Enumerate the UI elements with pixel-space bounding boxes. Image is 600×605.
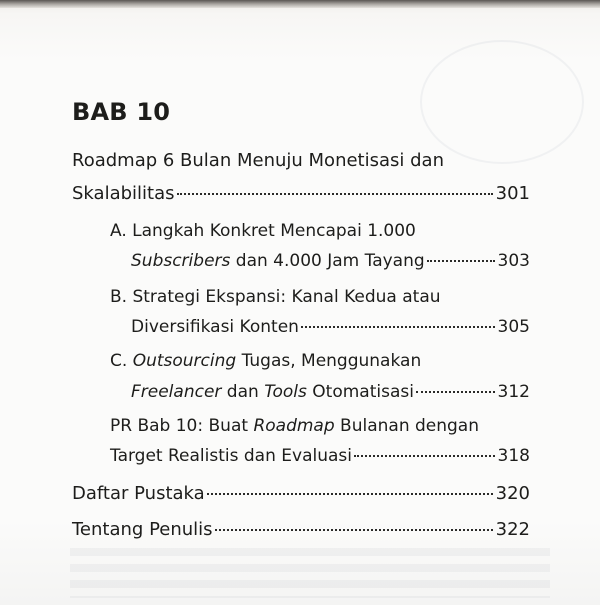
sub-entry-a-line1[interactable] (110, 220, 416, 242)
sub-entry-text: A. Langkah Konkret Mencapai 1.000 (110, 221, 416, 241)
sub-entry-text: Target Realistis dan Evaluasi (110, 446, 352, 466)
sub-entry-text: B. Strategi Ekspansi: Kanal Kedua atau (110, 287, 441, 307)
sub-entry-prefix: C. (110, 351, 133, 371)
italic-term: Tools (264, 382, 307, 402)
main-entry-line2[interactable] (72, 183, 530, 205)
sub-entry-b-line2[interactable] (131, 316, 530, 338)
chapter-heading: BAB 10 (72, 98, 171, 126)
sub-entry-rest: Tugas, Menggunakan (236, 351, 422, 371)
dot-leader (301, 326, 495, 328)
page-number: 301 (495, 183, 530, 204)
sub-entry-mid: dan (221, 382, 265, 402)
page-top-edge (0, 0, 600, 8)
dot-leader (354, 455, 495, 457)
italic-term: Subscribers (131, 251, 231, 271)
dot-leader (177, 193, 493, 195)
back-matter-tentang-penulis[interactable] (72, 519, 530, 541)
page-number: 312 (497, 382, 530, 402)
sub-entry-c-line2[interactable] (131, 381, 530, 403)
sub-entry-pr-line2[interactable] (110, 445, 530, 467)
page-number: 322 (495, 519, 530, 540)
page-number: 320 (495, 483, 530, 504)
main-entry-title-end: Skalabilitas (72, 183, 175, 204)
sub-entry-b-line1[interactable] (110, 286, 441, 308)
italic-term: Outsourcing (132, 351, 237, 371)
page-number: 303 (497, 251, 530, 271)
italic-term: Roadmap (253, 416, 335, 436)
sub-entry-rest: dan 4.000 Jam Tayang (230, 251, 425, 271)
sub-entry-pr-line1[interactable] (110, 415, 479, 437)
main-entry-line1[interactable] (72, 150, 444, 172)
sub-entry-text: Diversifikasi Konten (131, 317, 299, 337)
dot-leader (207, 493, 493, 495)
main-entry-text: Roadmap 6 Bulan Menuju Monetisasi dan (72, 150, 444, 171)
dot-leader (427, 260, 495, 262)
dot-leader (215, 529, 493, 531)
sub-entry-prefix: PR Bab 10: Buat (110, 416, 254, 436)
sub-entry-rest: Bulanan dengan (334, 416, 479, 436)
sub-entry-text (131, 381, 414, 403)
sub-entry-c-line1[interactable] (110, 350, 421, 372)
sub-entry-rest: Otomatisasi (306, 382, 414, 402)
dot-leader (416, 391, 495, 393)
sub-entry-text (131, 250, 425, 272)
back-matter-daftar-pustaka[interactable] (72, 483, 530, 505)
page-number: 318 (497, 446, 530, 466)
back-matter-label: Daftar Pustaka (72, 483, 205, 504)
bleed-through-lines (70, 548, 550, 598)
sub-entry-a-line2[interactable] (131, 250, 530, 272)
italic-term: Freelancer (131, 382, 222, 402)
back-matter-label: Tentang Penulis (72, 519, 213, 540)
page-number: 305 (497, 317, 530, 337)
bleed-through-shadow (420, 40, 584, 164)
